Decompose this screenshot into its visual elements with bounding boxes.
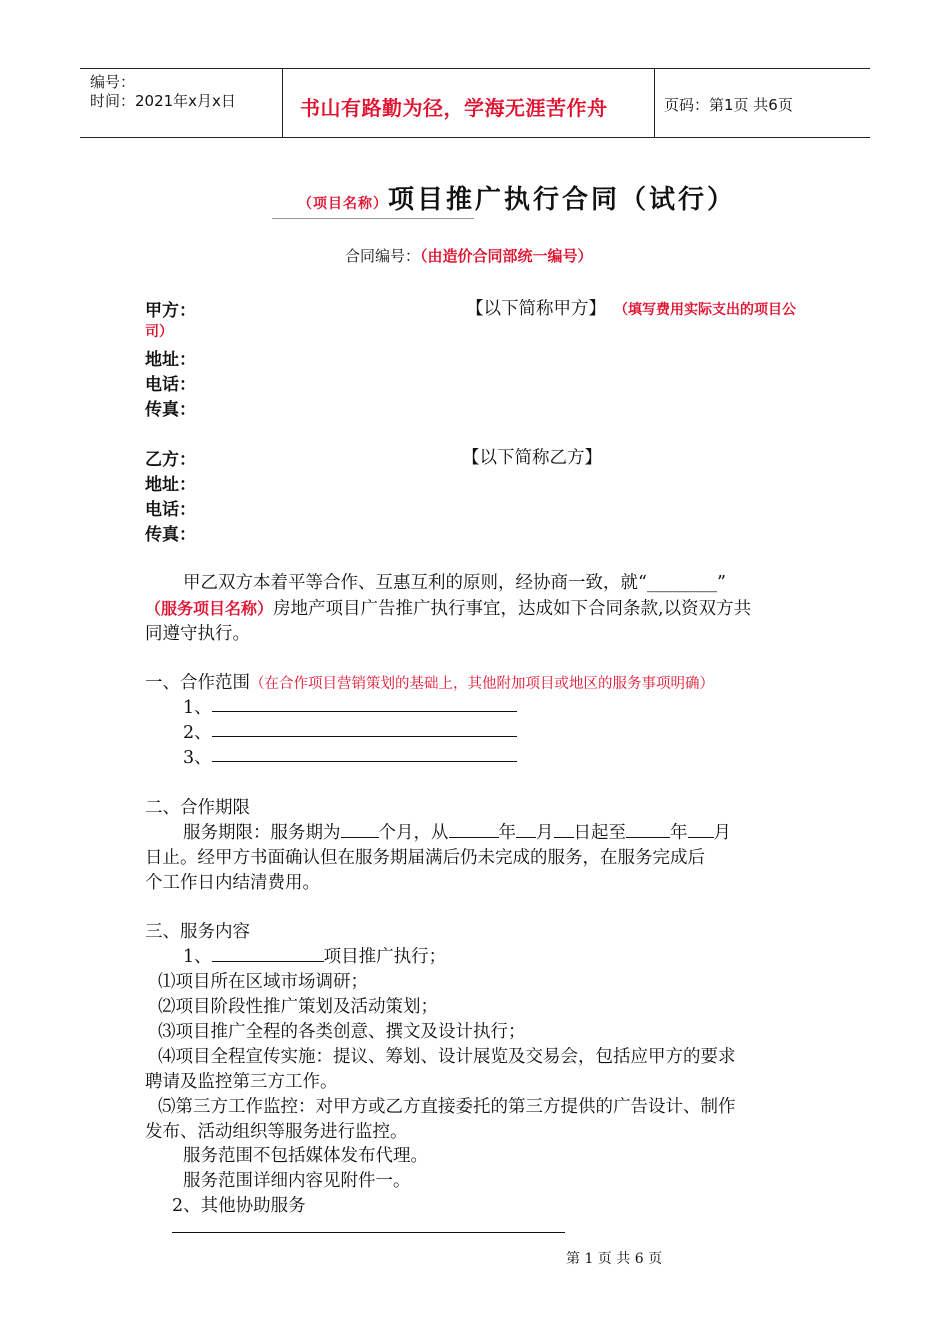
item-number: 1、 bbox=[183, 947, 212, 967]
footer-rule bbox=[172, 1232, 565, 1233]
section-2-line-3: 个工作日内结清费用。 bbox=[145, 873, 320, 893]
intro-line-2 bbox=[145, 595, 751, 620]
section-1-heading bbox=[145, 669, 714, 694]
intro-line-3: 同遵守执行。 bbox=[145, 624, 250, 644]
section-1-item-3: 3、 bbox=[183, 748, 212, 768]
party-a-fax: 传真： bbox=[145, 400, 196, 420]
party-a-phone: 电话： bbox=[145, 375, 196, 395]
item-text: 项目推广执行； bbox=[323, 947, 447, 967]
contract-number bbox=[345, 245, 593, 266]
section-3-item-2: 2、其他协助服务 bbox=[172, 1196, 306, 1216]
header-motto: 书山有路勤为径，学海无涯苦作舟 bbox=[300, 96, 608, 120]
section-1-blank-3 bbox=[212, 761, 517, 762]
term-text: 日起至 bbox=[573, 823, 626, 843]
start-year-blank bbox=[449, 823, 499, 838]
section-1-blank-1 bbox=[212, 711, 517, 712]
title-underline bbox=[272, 218, 474, 219]
party-b-label: 乙方： bbox=[145, 450, 196, 470]
section-3-sub-1: ⑴项目所在区域市场调研； bbox=[158, 972, 368, 992]
header-page-info: 页码：第1页 共6页 bbox=[664, 96, 793, 114]
section-3-sub-2: ⑵项目阶段性推广策划及活动策划； bbox=[158, 997, 438, 1017]
party-b-fax: 传真： bbox=[145, 525, 196, 545]
intro-line-2-text: 房地产项目广告推广执行事宜，达成如下合同条款,以资双方共 bbox=[273, 599, 752, 619]
party-a-abbr: 【以下简称甲方】 bbox=[466, 299, 606, 319]
section-3-note-1: 服务范围不包括媒体发布代理。 bbox=[183, 1146, 428, 1166]
header-divider bbox=[282, 69, 283, 137]
footer-page-number: 第 1 页 共 6 页 bbox=[566, 1251, 663, 1267]
party-a-address: 地址： bbox=[145, 350, 196, 370]
term-months-blank bbox=[341, 823, 379, 838]
party-b-abbr: 【以下简称乙方】 bbox=[462, 448, 602, 468]
section-2-line-1 bbox=[183, 819, 731, 844]
end-month-blank bbox=[688, 823, 714, 838]
section-3-sub-4: ⑷项目全程宣传实施：提议、筹划、设计展览及交易会，包括应甲方的要求 bbox=[158, 1047, 736, 1067]
document-title bbox=[298, 179, 736, 216]
intro-line-1: 甲乙双方本着平等合作、互惠互利的原则，经协商一致，就“________” bbox=[183, 573, 726, 593]
start-day-blank bbox=[554, 823, 574, 838]
section-1-note: （在合作项目营销策划的基础上，其他附加项目或地区的服务事项明确） bbox=[250, 676, 714, 692]
section-3-sub-5: ⑸第三方工作监控：对甲方或乙方直接委托的第三方提供的广告设计、制作 bbox=[158, 1097, 736, 1117]
section-2-line-2: 日止。经甲方书面确认但在服务期届满后仍未完成的服务，在服务完成后 bbox=[145, 848, 705, 868]
term-text: 个月，从 bbox=[378, 823, 449, 843]
project-name-blank bbox=[212, 947, 324, 962]
party-a-label: 甲方： bbox=[145, 301, 196, 321]
section-3-sub-3: ⑶项目推广全程的各类创意、撰文及设计执行； bbox=[158, 1022, 526, 1042]
section-1-title: 一、合作范围 bbox=[145, 673, 250, 693]
title-prefix: （项目名称） bbox=[298, 196, 388, 212]
end-year-blank bbox=[626, 823, 670, 838]
party-b-address: 地址： bbox=[145, 475, 196, 495]
term-text: 服务期限：服务期为 bbox=[183, 823, 341, 843]
start-month-blank bbox=[516, 823, 536, 838]
header-divider bbox=[654, 69, 655, 137]
term-text: 月 bbox=[713, 823, 731, 843]
section-1-item-1: 1、 bbox=[183, 698, 212, 718]
contract-number-label: 合同编号： bbox=[345, 247, 421, 265]
term-text: 月 bbox=[536, 823, 554, 843]
contract-number-value: （由造价合同部统一编号） bbox=[420, 247, 593, 265]
service-project-name: （服务项目名称） bbox=[145, 599, 274, 618]
section-1-blank-2 bbox=[212, 736, 517, 737]
header-time-label: 时间：2021年x月x日 bbox=[90, 92, 236, 110]
section-3-heading: 三、服务内容 bbox=[145, 922, 250, 942]
party-a-note: （填写费用实际支出的项目公 bbox=[614, 302, 796, 318]
party-a-note-cont: 司） bbox=[145, 324, 173, 340]
party-b-phone: 电话： bbox=[145, 500, 196, 520]
title-main: 项目推广执行合同（试行） bbox=[388, 185, 737, 215]
term-text: 年 bbox=[670, 823, 688, 843]
section-3-item-1 bbox=[183, 943, 446, 968]
section-1-item-2: 2、 bbox=[183, 723, 212, 743]
section-2-heading: 二、合作期限 bbox=[145, 798, 250, 818]
section-3-sub-4-cont: 聘请及监控第三方工作。 bbox=[145, 1072, 338, 1092]
term-text: 年 bbox=[498, 823, 516, 843]
section-3-sub-5-cont: 发布、活动组织等服务进行监控。 bbox=[145, 1122, 408, 1142]
header-number-label: 编号： bbox=[90, 73, 136, 91]
section-3-note-2: 服务范围详细内容见附件一。 bbox=[183, 1171, 411, 1191]
